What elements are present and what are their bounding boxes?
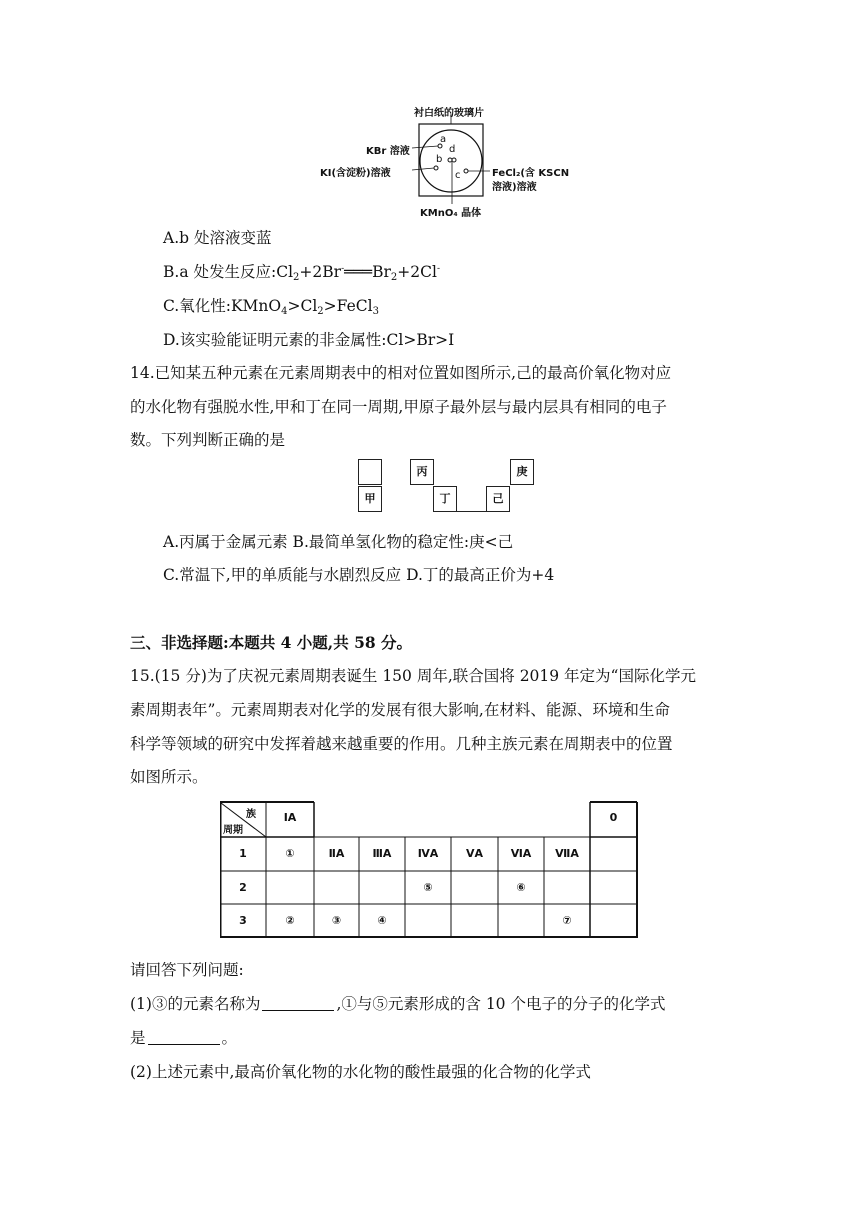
group-via: ⅥA <box>510 847 532 860</box>
q15-sub1-line1 <box>130 992 665 1014</box>
q14-options-ab: A.丙属于金属元素 B.最简单氢化物的稳定性:庚<己 <box>163 533 514 551</box>
cell-ding: 丁 <box>433 486 457 512</box>
head-ia: ⅠA <box>283 811 297 824</box>
q15-sub1-text: 。 <box>221 1029 238 1047</box>
q13-c-text: >Cl <box>287 297 318 315</box>
q13-c-text: >FeCl <box>323 297 373 315</box>
sub: 4 <box>281 306 288 317</box>
leader-ki <box>412 168 434 170</box>
blank-cell <box>358 459 382 485</box>
group-iiia: ⅢA <box>372 847 392 860</box>
point-d: d <box>449 144 456 155</box>
sub: 3 <box>372 306 379 317</box>
period-2: 2 <box>239 881 247 894</box>
apparatus-drawing <box>316 104 576 220</box>
group-va: ⅤA <box>465 847 484 860</box>
q14-options-cd: C.常温下,甲的单质能与水剧烈反应 D.丁的最高正价为+4 <box>163 566 555 584</box>
grid-connector <box>457 511 487 512</box>
element-5: ⑤ <box>423 881 433 894</box>
element-1: ① <box>285 847 295 860</box>
drop-b <box>434 166 438 170</box>
q13-b-text: +2Br <box>299 263 342 281</box>
q14-stem-1: 14.已知某五种元素在元素周期表中的相对位置如图所示,己的最高价氧化物对应 <box>130 364 672 382</box>
sup: - <box>436 264 441 274</box>
label-kmno4: KMnO₄ 晶体 <box>420 208 482 219</box>
q15-sub2-line1: (2)上述元素中,最高价氧化物的水化物的酸性最强的化合物的化学式 <box>130 1063 591 1081</box>
section-heading: 三、非选择题:本题共 4 小题,共 58 分。 <box>130 633 413 652</box>
answer-blank-2[interactable] <box>148 1030 220 1045</box>
cell-ji: 己 <box>486 486 510 512</box>
q15-sub1-text: (1)③的元素名称为 <box>130 995 261 1013</box>
element-7: ⑦ <box>562 914 572 927</box>
q13-b-text: B.a 处发生反应:Cl <box>163 263 294 281</box>
label-fecl2-2: 溶液)溶液 <box>492 182 537 193</box>
point-a: a <box>440 134 447 145</box>
caption-glass: 衬白纸的玻璃片 <box>414 108 484 119</box>
q15-prompt: 请回答下列问题: <box>130 961 244 979</box>
cell-jia: 甲 <box>358 486 382 512</box>
equals-sign: ═══ <box>344 263 373 281</box>
q14-stem-2: 的水化物有强脱水性,甲和丁在同一周期,甲原子最外层与最内层具有相同的电子 <box>130 398 667 416</box>
point-c: c <box>455 170 461 181</box>
q15-sub1-line2 <box>130 1026 237 1048</box>
answer-blank-1[interactable] <box>262 996 334 1011</box>
crystal-d-1 <box>448 158 452 162</box>
group-iia: ⅡA <box>328 847 345 860</box>
q15-stem-4: 如图所示。 <box>130 768 208 786</box>
sup: - <box>341 264 345 274</box>
element-2: ② <box>285 914 295 927</box>
label-fecl2: FeCl₂(含 KSCN <box>492 168 570 179</box>
element-position-diagram <box>358 459 538 517</box>
group-viia: ⅦA <box>555 847 579 860</box>
q13-option-c <box>163 294 379 317</box>
crystal-d-2 <box>452 158 456 162</box>
leader-kbr <box>412 146 438 148</box>
sub: 2 <box>317 306 324 317</box>
q15-stem-1: 15.(15 分)为了庆祝元素周期表诞生 150 周年,联合国将 2019 年定为“国际化学元 <box>130 667 696 685</box>
q15-stem-2: 素周期表年”。元素周期表对化学的发展有很大影响,在材料、能源、环境和生命 <box>130 701 670 719</box>
element-4: ④ <box>377 914 387 927</box>
q13-b-text: +2Cl <box>397 263 437 281</box>
label-kbr: KBr 溶液 <box>366 146 410 157</box>
sub: 2 <box>293 272 300 283</box>
q13-option-b <box>163 260 440 283</box>
sub: 2 <box>390 272 398 283</box>
group-iva: ⅣA <box>417 847 439 860</box>
period-1: 1 <box>239 847 247 860</box>
q13-option-a: A.b 处溶液变蓝 <box>163 229 272 247</box>
cell-bing: 丙 <box>410 459 434 485</box>
head-0: 0 <box>609 811 618 824</box>
element-3: ③ <box>331 914 342 927</box>
periodic-table-figure <box>220 801 638 938</box>
q15-sub1-text: ,①与⑤元素形成的含 10 个电子的分子的化学式 <box>336 995 666 1013</box>
q15-sub1-text: 是 <box>130 1029 146 1047</box>
period-3: 3 <box>239 914 247 927</box>
corner-group-label: 族 <box>246 809 256 820</box>
q14-stem-3: 数。下列判断正确的是 <box>130 431 286 449</box>
apparatus-figure <box>316 104 576 220</box>
cell-geng: 庚 <box>510 459 534 485</box>
q13-b-text: Br <box>372 263 391 281</box>
drop-c <box>464 169 468 173</box>
q13-option-d: D.该实验能证明元素的非金属性:Cl>Br>I <box>163 331 455 349</box>
corner-period-label: 周期 <box>223 825 243 836</box>
element-6: ⑥ <box>516 881 526 894</box>
q15-stem-3: 科学等领域的研究中发挥着越来越重要的作用。几种主族元素在周期表中的位置 <box>130 735 673 753</box>
label-ki: KI(含淀粉)溶液 <box>320 168 391 179</box>
q13-c-text: C.氧化性:KMnO <box>163 297 282 315</box>
point-b: b <box>436 154 443 165</box>
